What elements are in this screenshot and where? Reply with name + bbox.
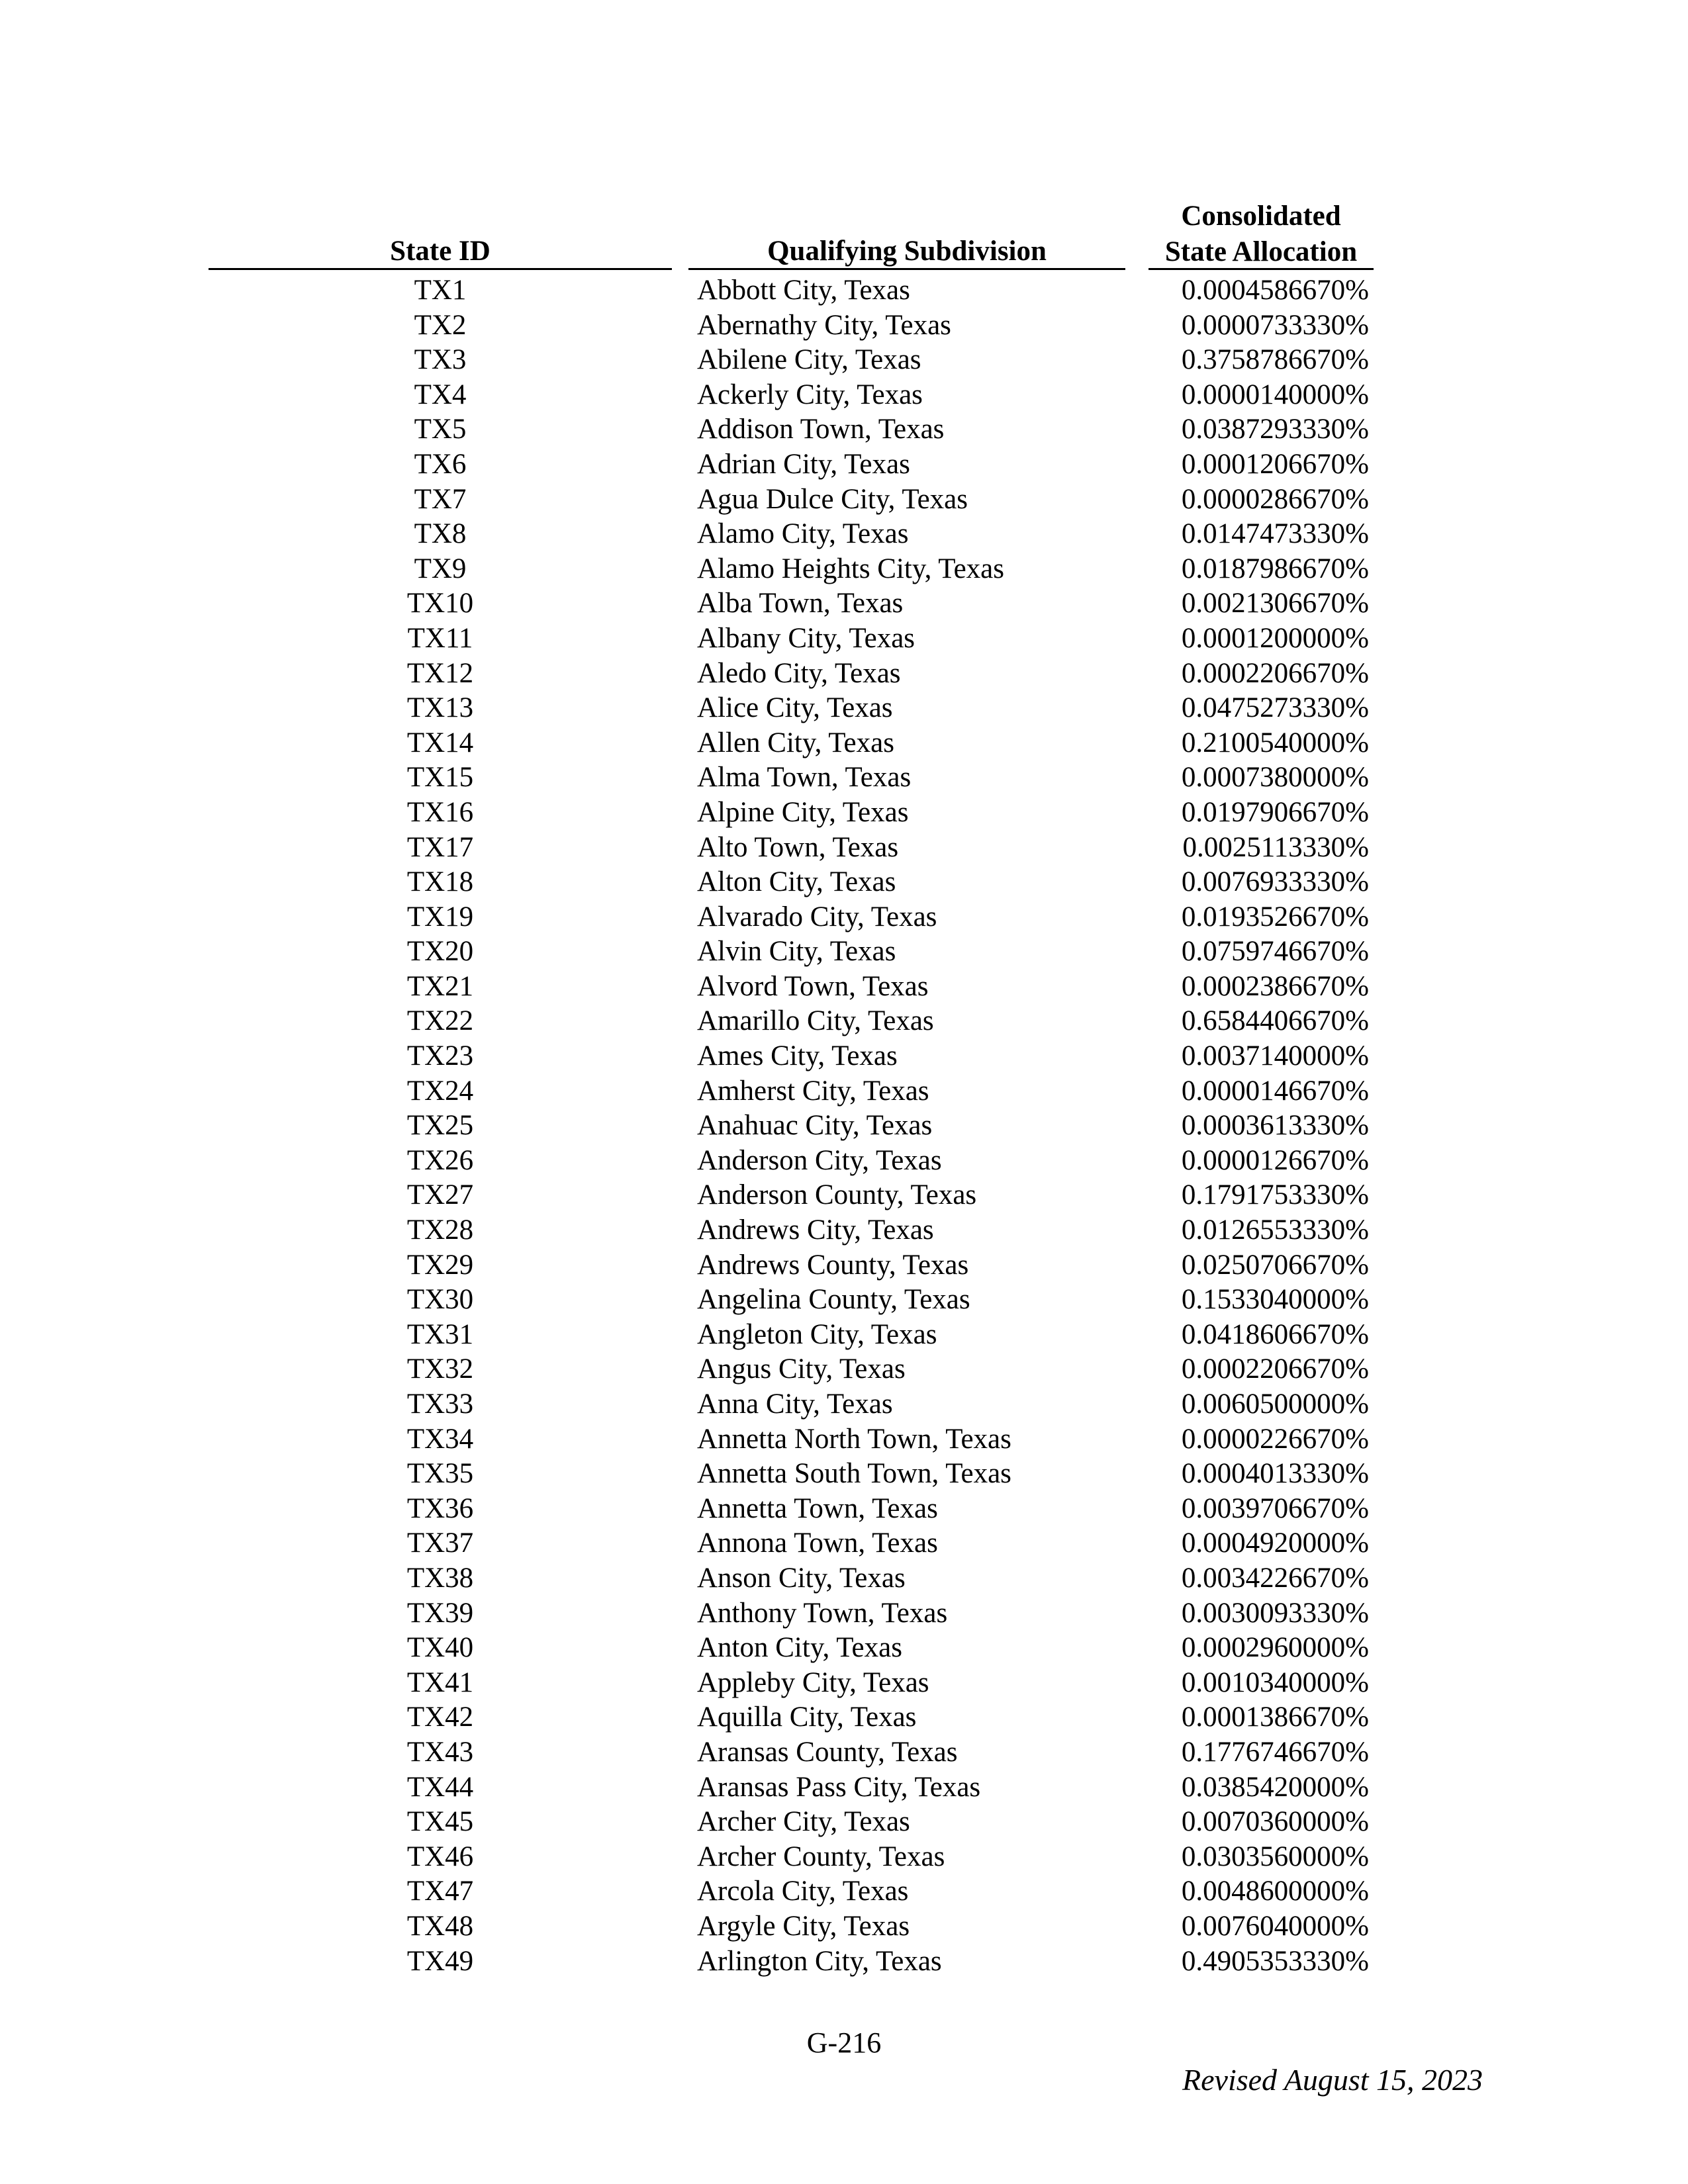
state-id-cell: TX42 [406,1702,474,1733]
state-id-cell: TX21 [406,970,474,1002]
page-number: G-216 [806,2026,882,2059]
allocation-cell: 0.0147473330% [1181,518,1369,550]
subdivision-cell: Andrews City, Texas [697,1214,934,1246]
table-row [0,1770,1688,1805]
table-row [0,1735,1688,1770]
state-id-cell: TX44 [406,1771,474,1803]
table-row [0,934,1688,970]
subdivision-cell: Annetta South Town, Texas [697,1458,1011,1490]
allocation-cell: 0.0187986670% [1181,553,1369,584]
subdivision-cell: Arcola City, Texas [697,1876,909,1907]
state-id-cell: TX27 [406,1179,474,1211]
table-row [0,1944,1688,1979]
state-id-cell: TX43 [406,1736,474,1768]
allocation-cell: 0.0025113330% [1182,831,1369,863]
allocation-table-body [0,273,1688,1979]
allocation-cell: 0.0076040000% [1181,1910,1369,1942]
state-id-cell: TX30 [406,1284,474,1316]
table-row [0,760,1688,796]
allocation-cell: 0.0418606670% [1181,1318,1369,1350]
allocation-cell: 0.0070360000% [1181,1806,1369,1838]
subdivision-cell: Appleby City, Texas [697,1666,929,1698]
table-row [0,1318,1688,1353]
state-id-cell: TX11 [407,622,473,654]
subdivision-cell: Alba Town, Texas [697,588,904,619]
state-id-cell: TX25 [406,1110,474,1142]
subdivision-cell: Angus City, Texas [697,1353,906,1385]
allocation-cell: 0.0002960000% [1181,1632,1369,1664]
table-row [0,586,1688,621]
table-row [0,1144,1688,1179]
table-row [0,1352,1688,1387]
header-underline-allocation [1149,268,1374,270]
subdivision-cell: Annetta Town, Texas [697,1492,938,1524]
state-id-cell: TX15 [406,762,474,794]
table-row [0,1596,1688,1631]
allocation-cell: 0.2100540000% [1181,727,1369,758]
state-id-cell: TX35 [406,1458,474,1490]
allocation-cell: 0.0034226670% [1181,1562,1369,1594]
header-underline-subdivision [688,268,1125,270]
state-id-cell: TX37 [406,1527,474,1559]
allocation-cell: 0.0030093330% [1181,1597,1369,1629]
table-row [0,447,1688,482]
table-row [0,412,1688,447]
allocation-cell: 0.0007380000% [1181,762,1369,794]
subdivision-cell: Anna City, Texas [697,1388,893,1420]
subdivision-cell: Annetta North Town, Texas [697,1423,1011,1455]
table-row [0,900,1688,935]
state-id-cell: TX14 [406,727,474,758]
subdivision-cell: Anderson City, Texas [697,1144,942,1176]
table-row [0,1631,1688,1666]
allocation-cell: 0.0076933330% [1181,866,1369,898]
table-row [0,831,1688,866]
subdivision-cell: Aransas Pass City, Texas [697,1771,981,1803]
state-id-cell: TX29 [406,1249,474,1281]
allocation-cell: 0.6584406670% [1181,1005,1369,1037]
table-row [0,1666,1688,1701]
allocation-cell: 0.0039706670% [1181,1492,1369,1524]
table-row [0,482,1688,518]
header-allocation-line2: State Allocation [1164,236,1358,267]
table-row [0,657,1688,692]
allocation-cell: 0.0000140000% [1181,379,1369,410]
subdivision-cell: Ames City, Texas [697,1040,898,1072]
state-id-cell: TX13 [406,692,474,724]
state-id-cell: TX38 [406,1562,474,1594]
subdivision-cell: Argyle City, Texas [697,1910,910,1942]
allocation-cell: 0.0001206670% [1181,448,1369,480]
subdivision-cell: Alma Town, Texas [697,762,912,794]
subdivision-cell: Andrews County, Texas [697,1249,969,1281]
allocation-cell: 0.0003613330% [1181,1110,1369,1142]
header-allocation-line1: Consolidated [1181,201,1341,232]
state-id-cell: TX20 [406,936,474,968]
state-id-cell: TX4 [414,379,467,410]
state-id-cell: TX39 [406,1597,474,1629]
subdivision-cell: Adrian City, Texas [697,448,910,480]
table-row [0,378,1688,413]
subdivision-cell: Amarillo City, Texas [697,1005,934,1037]
state-id-cell: TX18 [406,866,474,898]
table-row [0,796,1688,831]
table-row [0,1178,1688,1213]
table-row [0,1457,1688,1492]
allocation-cell: 0.0000126670% [1181,1144,1369,1176]
table-row [0,1526,1688,1561]
state-id-cell: TX46 [406,1841,474,1872]
state-id-cell: TX5 [414,414,467,445]
table-row [0,726,1688,761]
table-row [0,1700,1688,1735]
table-row [0,1248,1688,1283]
state-id-cell: TX48 [406,1910,474,1942]
subdivision-cell: Abernathy City, Texas [697,309,951,341]
allocation-cell: 0.0037140000% [1181,1040,1369,1072]
header-qualifying-subdivision: Qualifying Subdivision [767,236,1047,267]
header-state-id: State ID [390,236,491,267]
allocation-cell: 0.0004013330% [1181,1458,1369,1490]
allocation-cell: 0.0002386670% [1181,970,1369,1002]
state-id-cell: TX6 [414,448,467,480]
subdivision-cell: Alton City, Texas [697,866,896,898]
state-id-cell: TX10 [406,588,474,619]
state-id-cell: TX45 [406,1806,474,1838]
table-row [0,273,1688,308]
allocation-cell: 0.0193526670% [1181,901,1369,933]
allocation-cell: 0.1533040000% [1181,1284,1369,1316]
allocation-cell: 0.0002206670% [1181,1353,1369,1385]
table-row [0,517,1688,552]
allocation-cell: 0.0250706670% [1181,1249,1369,1281]
subdivision-cell: Archer City, Texas [697,1806,910,1838]
state-id-cell: TX17 [406,831,474,863]
state-id-cell: TX28 [406,1214,474,1246]
table-row [0,1874,1688,1909]
table-row [0,1213,1688,1248]
state-id-cell: TX34 [406,1423,474,1455]
subdivision-cell: Angelina County, Texas [697,1284,970,1316]
subdivision-cell: Aquilla City, Texas [697,1702,917,1733]
table-row [0,343,1688,378]
state-id-cell: TX47 [406,1876,474,1907]
allocation-cell: 0.0197906670% [1181,796,1369,828]
allocation-cell: 0.4905353330% [1181,1945,1369,1977]
subdivision-cell: Abbott City, Texas [697,275,910,306]
state-id-cell: TX32 [406,1353,474,1385]
subdivision-cell: Alice City, Texas [697,692,893,724]
state-id-cell: TX36 [406,1492,474,1524]
subdivision-cell: Albany City, Texas [697,622,915,654]
allocation-cell: 0.3758786670% [1181,344,1369,376]
table-row [0,1492,1688,1527]
state-id-cell: TX2 [414,309,467,341]
subdivision-cell: Anderson County, Texas [697,1179,977,1211]
state-id-cell: TX8 [414,518,467,550]
allocation-cell: 0.0000146670% [1181,1075,1369,1107]
state-id-cell: TX1 [414,275,467,306]
header-consolidated-state-allocation [1149,199,1374,270]
allocation-cell: 0.1791753330% [1181,1179,1369,1211]
allocation-cell: 0.0001386670% [1181,1702,1369,1733]
allocation-cell: 0.0002206670% [1181,657,1369,689]
subdivision-cell: Aransas County, Texas [697,1736,958,1768]
allocation-cell: 0.0000286670% [1181,483,1369,515]
allocation-cell: 0.0385420000% [1181,1771,1369,1803]
allocation-cell: 0.0303560000% [1181,1841,1369,1872]
state-id-cell: TX9 [414,553,467,584]
subdivision-cell: Alvarado City, Texas [697,901,937,933]
table-row [0,1909,1688,1944]
table-row [0,1074,1688,1109]
subdivision-cell: Anson City, Texas [697,1562,906,1594]
state-id-cell: TX7 [414,483,467,515]
allocation-cell: 0.0001200000% [1181,622,1369,654]
subdivision-cell: Alamo Heights City, Texas [697,553,1004,584]
subdivision-cell: Anahuac City, Texas [697,1110,933,1142]
table-row [0,1805,1688,1840]
table-row [0,308,1688,343]
allocation-cell: 0.0004586670% [1181,275,1369,306]
allocation-cell: 0.0126553330% [1181,1214,1369,1246]
allocation-cell: 0.0060500000% [1181,1388,1369,1420]
table-row [0,970,1688,1005]
state-id-cell: TX26 [406,1144,474,1176]
state-id-cell: TX33 [406,1388,474,1420]
subdivision-cell: Aledo City, Texas [697,657,901,689]
allocation-cell: 0.0021306670% [1181,588,1369,619]
subdivision-cell: Addison Town, Texas [697,414,945,445]
revision-date: Revised August 15, 2023 [1182,2063,1483,2097]
subdivision-cell: Anton City, Texas [697,1632,902,1664]
subdivision-cell: Annona Town, Texas [697,1527,938,1559]
subdivision-cell: Alamo City, Texas [697,518,909,550]
subdivision-cell: Ackerly City, Texas [697,379,923,410]
subdivision-cell: Allen City, Texas [697,727,894,758]
subdivision-cell: Alvord Town, Texas [697,970,929,1002]
table-row [0,1109,1688,1144]
state-id-cell: TX31 [406,1318,474,1350]
state-id-cell: TX40 [406,1632,474,1664]
allocation-cell: 0.0048600000% [1181,1876,1369,1907]
table-row [0,621,1688,657]
table-row [0,1840,1688,1875]
subdivision-cell: Anthony Town, Texas [697,1597,948,1629]
allocation-cell: 0.1776746670% [1181,1736,1369,1768]
header-underline-state-id [209,268,672,270]
state-id-cell: TX41 [406,1666,474,1698]
table-row [0,1004,1688,1039]
subdivision-cell: Angleton City, Texas [697,1318,937,1350]
state-id-cell: TX19 [406,901,474,933]
table-row [0,865,1688,900]
table-row [0,1387,1688,1422]
state-id-cell: TX23 [406,1040,474,1072]
state-id-cell: TX49 [406,1945,474,1977]
table-row [0,691,1688,726]
state-id-cell: TX12 [406,657,474,689]
table-row [0,552,1688,587]
subdivision-cell: Abilene City, Texas [697,344,921,376]
table-row [0,1039,1688,1074]
subdivision-cell: Alvin City, Texas [697,936,896,968]
table-row [0,1422,1688,1457]
state-id-cell: TX24 [406,1075,474,1107]
subdivision-cell: Archer County, Texas [697,1841,945,1872]
state-id-cell: TX16 [406,796,474,828]
allocation-cell: 0.0000226670% [1181,1423,1369,1455]
state-id-cell: TX3 [414,344,467,376]
subdivision-cell: Alpine City, Texas [697,796,909,828]
allocation-cell: 0.0759746670% [1181,936,1369,968]
allocation-cell: 0.0387293330% [1181,414,1369,445]
allocation-cell: 0.0004920000% [1181,1527,1369,1559]
allocation-cell: 0.0000733330% [1181,309,1369,341]
subdivision-cell: Alto Town, Texas [697,831,899,863]
table-row [0,1561,1688,1596]
allocation-cell: 0.0010340000% [1181,1666,1369,1698]
table-row [0,1283,1688,1318]
subdivision-cell: Agua Dulce City, Texas [697,483,968,515]
allocation-cell: 0.0475273330% [1181,692,1369,724]
subdivision-cell: Amherst City, Texas [697,1075,929,1107]
subdivision-cell: Arlington City, Texas [697,1945,942,1977]
state-id-cell: TX22 [406,1005,474,1037]
